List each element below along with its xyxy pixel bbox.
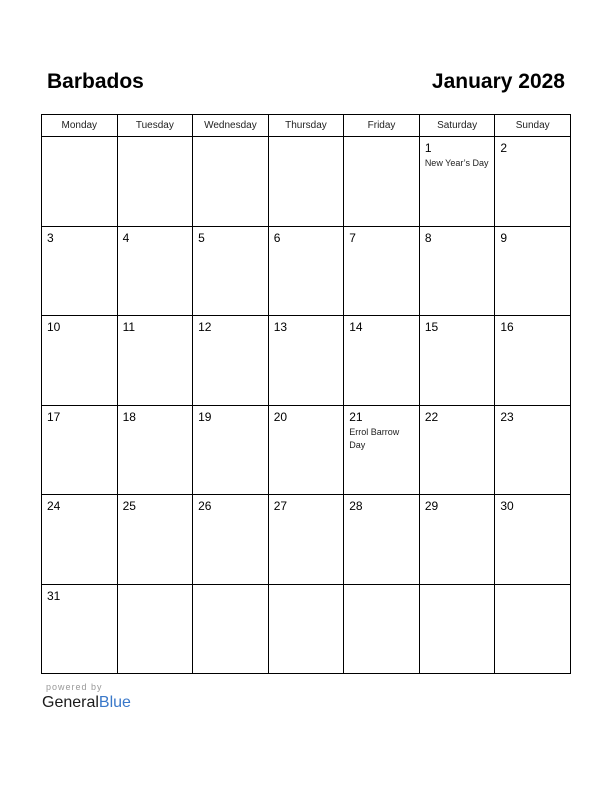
day-number: 22 [424,409,439,424]
day-cell [344,316,420,406]
day-number [193,137,268,141]
day-number: 7 [349,230,356,245]
day-cell [268,405,344,495]
day-number: 27 [273,499,288,513]
weekday-header: Friday [344,115,420,137]
day-cell [42,495,118,585]
weekday-header: Tuesday [117,115,193,137]
brand-logo-blue: Blue [98,694,131,711]
day-number: 4 [122,230,130,245]
day-cell [117,584,193,674]
day-cell [42,584,118,674]
day-number [118,137,193,141]
day-number [193,585,268,589]
week-row [42,405,571,495]
weekday-header: Sunday [495,115,571,137]
day-cell [193,226,269,316]
day-cell [419,316,495,406]
day-cell [193,137,269,227]
month-title: January 2028 [431,70,565,93]
weekday-header: Thursday [268,115,344,137]
day-cell [344,495,420,585]
day-cell [268,584,344,674]
day-number: 11 [122,320,136,334]
day-number: 12 [198,320,212,334]
day-cell [42,226,118,316]
day-cell [495,405,571,495]
day-number: 2 [500,141,508,155]
day-number: 31 [47,588,61,603]
day-cell [495,584,571,674]
week-row [42,495,571,585]
week-row [42,137,571,227]
day-cell [268,226,344,316]
day-number [42,137,117,141]
day-number: 15 [424,320,439,334]
day-cell [193,405,269,495]
day-number: 13 [273,320,288,334]
day-cell [419,495,495,585]
calendar-grid [41,114,571,674]
day-cell [268,316,344,406]
day-cell [344,137,420,227]
day-number: 29 [424,499,439,513]
week-row [42,584,571,674]
day-cell [419,584,495,674]
day-cell [117,405,193,495]
day-number: 10 [47,320,61,334]
day-number: 26 [198,499,212,513]
day-number: 1 [424,141,432,155]
day-number: 3 [47,230,54,245]
day-cell [117,495,193,585]
day-cell [42,405,118,495]
day-number: 6 [273,230,281,245]
day-number [118,585,193,589]
day-number: 17 [47,409,61,424]
day-cell [419,137,495,227]
holiday-label: Errol Barrow Day [349,426,400,450]
weekday-header-row [42,115,571,137]
day-number [269,585,344,589]
day-cell [193,584,269,674]
day-cell [419,226,495,316]
day-cell [495,226,571,316]
weekday-header: Saturday [419,115,495,137]
day-number: 9 [500,230,508,245]
day-cell [117,137,193,227]
day-cell [495,137,571,227]
day-cell [495,316,571,406]
day-cell [344,226,420,316]
day-cell [419,405,495,495]
day-cell [268,137,344,227]
day-cell [117,226,193,316]
day-number: 8 [424,230,432,245]
day-number [344,137,419,141]
weekday-header: Monday [42,115,118,137]
day-number: 20 [273,409,288,424]
day-number: 16 [500,320,514,334]
day-number: 18 [122,409,136,424]
powered-by-label: powered by [46,682,103,692]
week-row [42,226,571,316]
day-number: 5 [198,230,205,245]
day-number: 28 [349,499,363,513]
brand-logo-general: General [42,694,99,711]
weekday-header: Wednesday [193,115,269,137]
day-number: 14 [349,320,363,334]
day-cell [42,316,118,406]
day-cell [268,495,344,585]
day-number: 24 [47,499,61,513]
day-number [344,585,419,589]
day-cell [495,495,571,585]
day-number [420,585,495,589]
day-cell [193,495,269,585]
day-number [269,137,344,141]
day-number: 19 [198,409,212,424]
day-cell [117,316,193,406]
day-cell [42,137,118,227]
brand-logo [42,694,131,712]
day-cell [344,405,420,495]
day-cell [344,584,420,674]
day-number: 30 [500,499,514,513]
day-number: 25 [122,499,136,513]
day-number: 23 [500,409,514,424]
week-row [42,316,571,406]
day-number [495,585,570,589]
day-cell [193,316,269,406]
country-title: Barbados [47,70,144,93]
holiday-label: New Year’s Day [424,158,489,168]
day-number: 21 [349,409,363,424]
